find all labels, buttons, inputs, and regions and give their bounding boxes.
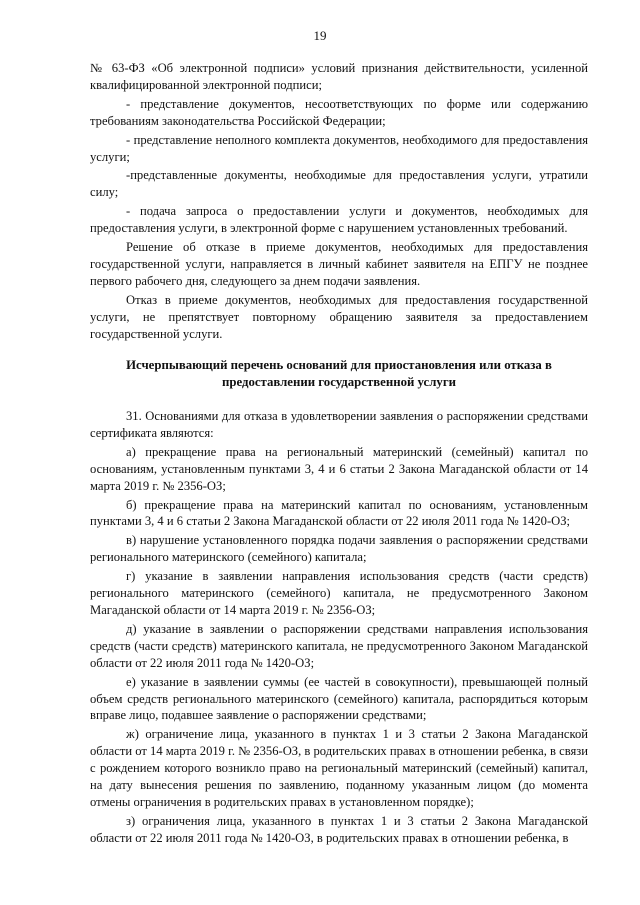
- paragraph: з) ограничения лица, указанного в пунктах 1 и 3 статьи 2 Закона Магаданской области от 22 июля 2011 года № 1420-ОЗ, в родительских правах в отношении ребенка, в: [90, 813, 588, 845]
- paragraph: е) указание в заявлении суммы (ее частей в совокупности), превышающей полный объем средств регионального материнского (семейного) капитала, распорядиться которым вправе лицо, подавшее заявление о распоряжении средствами;: [90, 674, 588, 723]
- paragraph: д) указание в заявлении о распоряжении средствами направления использования средств (части средств) материнского капитала, не предусмотренного Законом Магаданской области от 22 июля 2011 года № 1420-ОЗ;: [90, 621, 588, 670]
- paragraph: ж) ограничение лица, указанного в пунктах 1 и 3 статьи 2 Закона Магаданской области от 14 марта 2019 г. № 2356-ОЗ, в родительских правах в отношении ребенка, в связи с рождением которого возникло право на региональный материнский (семейный) капитал, на дату вынесения решения по заявлению, поданному указанным лицом (до момента отмены ограничения в родительских правах в установленном порядке);: [90, 727, 588, 809]
- paragraph: Отказ в приеме документов, необходимых для предоставления государственной услуги, не препятствует повторному обращению заявителя за предоставлением государственной услуги.: [90, 292, 588, 341]
- top-text-block: [90, 60, 588, 345]
- paragraph: а) прекращение права на региональный материнский (семейный) капитал по основаниям, установленным пунктами 3, 4 и 6 статьи 2 Закона Магаданской области от 14 марта 2019 г. № 2356-ОЗ;: [90, 444, 588, 493]
- paragraph: - представление документов, несоответствующих по форме или содержанию требованиям законодательства Российской Федерации;: [90, 96, 588, 128]
- paragraph: г) указание в заявлении направления использования средств (части средств) регионального материнского (семейного) капитала, не предусмотренного Законом Магаданской области от 14 марта 2019 г. № 2356-ОЗ;: [90, 569, 588, 617]
- paragraph: - подача запроса о предоставлении услуги и документов, необходимых для предоставления услуги, в электронной форме с нарушением установленных требований.: [90, 204, 588, 236]
- paragraph: № 63-ФЗ «Об электронной подписи» условий признания действительности, усиленной квалифицированной электронной подписи;: [90, 61, 588, 92]
- page-number: 19: [313, 28, 327, 43]
- paragraph: 31. Основаниями для отказа в удовлетворении заявления о распоряжении средствами сертификата являются:: [90, 409, 588, 440]
- paragraph: в) нарушение установленного порядка подачи заявления о распоряжении средствами регионального материнского (семейного) капитала;: [90, 533, 588, 565]
- paragraph: - представление неполного комплекта документов, необходимого для предоставления услуги;: [90, 132, 588, 164]
- section-heading: Исчерпывающий перечень оснований для приостановления или отказа в предоставлении государственной услуги: [126, 358, 552, 389]
- paragraph: -представленные документы, необходимые для предоставления услуги, утратили силу;: [90, 168, 588, 200]
- bottom-text-block: [90, 408, 588, 849]
- paragraph: б) прекращение права на материнский капитал по основаниям, установленным пунктами 3, 4 и 6 статьи 2 Закона Магаданской области от 22 июля 2011 года № 1420-ОЗ;: [90, 497, 588, 529]
- paragraph: Решение об отказе в приеме документов, необходимых для предоставления государственной услуги, направляется в личный кабинет заявителя на ЕПГУ не позднее первого рабочего дня, следующего за днем подачи заявления.: [90, 240, 588, 288]
